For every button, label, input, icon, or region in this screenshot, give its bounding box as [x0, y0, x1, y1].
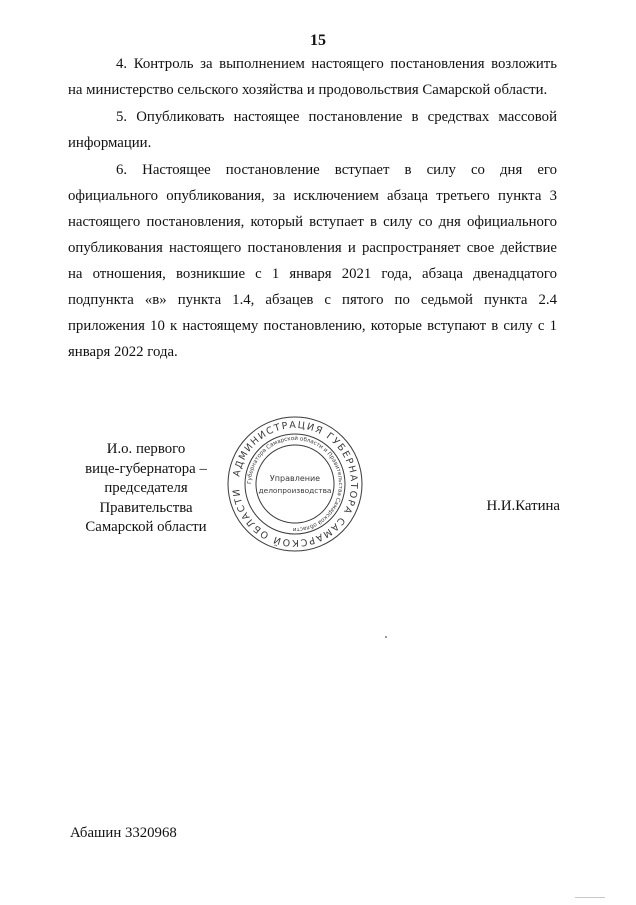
- paragraph-4: 4. Контроль за выполнением настоящего постановления возложить на министерство сельского хозяйства и продовольствия Самарской области.: [68, 56, 557, 98]
- paragraph-6: 6. Настоящее постановление вступает в силу со дня его официального опубликования, за исключением абзаца третьего пункта 3 настоящего постановления, который вступает в силу со дня официального опубликования настоящего постановления и распространяет свое действие на отношения, возникшие с 1 января 2021 года, абзаца двенадцатого подпункта «в» пункта 1.4, абзацев с пятого по седьмой пункта 2.4 приложения 10 к настоящему постановлению, которые вступают в силу с 1 января 2022 года.: [68, 162, 557, 360]
- signatory-name: Н.И.Катина: [486, 498, 560, 514]
- seal-center-line-2: делопроизводства: [258, 486, 332, 495]
- signatory-title: [60, 440, 232, 538]
- seal-center-line-1: Управление: [269, 474, 321, 483]
- signatory-title-line: Самарской области: [85, 519, 207, 535]
- seal-inner-text: Губернатора Самарской области и Правительства Самарской области: [246, 435, 344, 533]
- seal-outer-text: АДМИНИСТРАЦИЯ ГУБЕРНАТОРА САМАРСКОЙ ОБЛАСТИ: [231, 419, 360, 549]
- signatory-title-line: вице-губернатора –: [85, 460, 207, 477]
- official-seal: [225, 414, 365, 554]
- document-body: [68, 51, 557, 366]
- page-number: 15: [310, 32, 326, 49]
- signatory-title-line: И.о. первого: [106, 441, 186, 457]
- executor-code: Абашин 3320968: [70, 825, 177, 841]
- signatory-title-line: председателя Правительства: [99, 480, 193, 516]
- paragraph-5: 5. Опубликовать настоящее постановление в средствах массовой информации.: [68, 109, 557, 151]
- scan-speck: [575, 897, 605, 898]
- scan-speck: [385, 636, 387, 638]
